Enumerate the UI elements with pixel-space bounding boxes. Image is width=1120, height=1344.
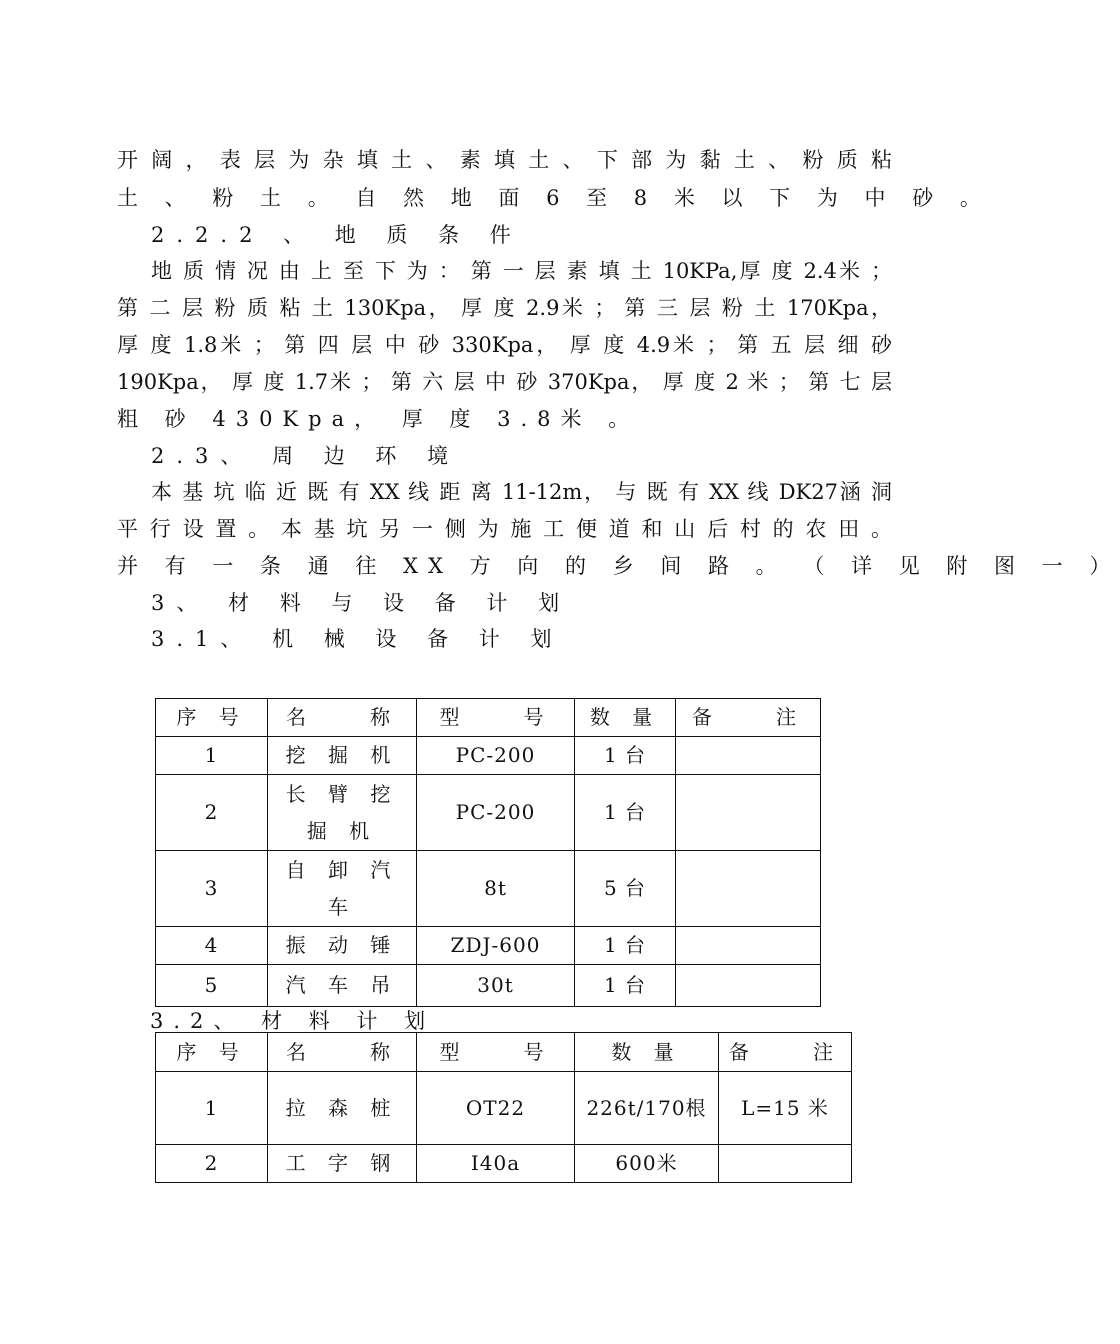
table-cell: 8t: [417, 851, 575, 927]
table-cell: 1 台: [575, 965, 676, 1007]
table-cell: [676, 965, 821, 1007]
header-cell: 序 号: [156, 699, 268, 737]
table-cell: 长 臂 挖 掘 机: [268, 775, 417, 851]
table-row: [156, 737, 821, 775]
paragraph-line: 第 二 层 粉 质 粘 土 130Kpa， 厚 度 2.9米 ； 第 三 层 粉 土 170Kpa，: [117, 296, 892, 320]
table-cell: 振 动 锤: [268, 927, 417, 965]
table-cell: 226t/170根: [575, 1072, 719, 1145]
table-cell: 4: [156, 927, 268, 965]
table-cell: L=15 米: [719, 1072, 852, 1145]
table-cell: 1: [156, 1072, 268, 1145]
table-cell: 30t: [417, 965, 575, 1007]
material-table: [155, 1032, 852, 1183]
paragraph-line: 地 质 情 况 由 上 至 下 为 ： 第 一 层 素 填 土 10KPa,厚 度 2.4米 ；: [151, 259, 892, 283]
table-header-row: [156, 1033, 852, 1072]
paragraph-line: 开 阔 ， 表 层 为 杂 填 土 、 素 填 土 、 下 部 为 黏 土 、 粉 质 粘: [117, 148, 892, 172]
table-cell: 3: [156, 851, 268, 927]
table-header-row: [156, 699, 821, 737]
table-row: [156, 927, 821, 965]
header-cell: 型 号: [417, 699, 575, 737]
header-cell: 型 号: [417, 1033, 575, 1072]
section-heading-3-2: 3.2、 材 料 计 划: [150, 1009, 436, 1033]
paragraph-line: 平 行 设 置 。 本 基 坑 另 一 侧 为 施 工 便 道 和 山 后 村 的 农 田 。: [117, 517, 892, 541]
table-cell: 挖 掘 机: [268, 737, 417, 775]
table-cell: OT22: [417, 1072, 575, 1145]
table-cell: 1 台: [575, 775, 676, 851]
table-cell: 1 台: [575, 927, 676, 965]
table-cell: PC-200: [417, 775, 575, 851]
table-cell: [676, 775, 821, 851]
header-cell: 备 注: [719, 1033, 852, 1072]
table-cell: [676, 851, 821, 927]
section-heading-2-2-2: 2.2.2 、 地 质 条 件: [151, 223, 523, 247]
header-cell: 数 量: [575, 1033, 719, 1072]
table-cell: 拉 森 桩: [268, 1072, 417, 1145]
section-heading-3-1: 3.1、 机 械 设 备 计 划: [151, 627, 564, 651]
table-cell: ZDJ-600: [417, 927, 575, 965]
table-cell: [676, 927, 821, 965]
paragraph-line: 190Kpa， 厚 度 1.7米 ； 第 六 层 中 砂 370Kpa， 厚 度 2 米 ； 第 七 层: [117, 370, 892, 394]
table-cell: 1 台: [575, 737, 676, 775]
header-cell: 序 号: [156, 1033, 268, 1072]
paragraph-line: 土 、 粉 土 。 自 然 地 面 6 至 8 米 以 下 为 中 砂 。: [117, 186, 991, 210]
header-cell: 名 称: [268, 1033, 417, 1072]
table-row: [156, 1145, 852, 1183]
table-cell: I40a: [417, 1145, 575, 1183]
table-row: [156, 851, 821, 927]
table-cell: PC-200: [417, 737, 575, 775]
section-heading-3: 3、 材 料 与 设 备 计 划: [151, 591, 572, 615]
table-cell: 自 卸 汽 车: [268, 851, 417, 927]
table-cell: 2: [156, 1145, 268, 1183]
table-cell: 5: [156, 965, 268, 1007]
table-row: [156, 775, 821, 851]
table-row: [156, 965, 821, 1007]
table-row: [156, 1072, 852, 1145]
header-cell: 备 注: [676, 699, 821, 737]
table-cell: [676, 737, 821, 775]
equipment-table: [155, 698, 821, 1007]
table-cell: 600米: [575, 1145, 719, 1183]
table-cell: 5 台: [575, 851, 676, 927]
paragraph-line: 并 有 一 条 通 往 XX 方 向 的 乡 间 路 。 （ 详 见 附 图 一 ）: [117, 554, 1120, 578]
paragraph-line: 本 基 坑 临 近 既 有 XX 线 距 离 11-12m， 与 既 有 XX 线 DK27涵 洞: [151, 480, 892, 504]
paragraph-line: 粗 砂 430Kpa， 厚 度 3.8米 。: [117, 407, 640, 431]
header-cell: 数 量: [575, 699, 676, 737]
table-cell: 汽 车 吊: [268, 965, 417, 1007]
header-cell: 名 称: [268, 699, 417, 737]
table-cell: 2: [156, 775, 268, 851]
section-heading-2-3: 2.3、 周 边 环 境: [151, 444, 461, 468]
paragraph-line: 厚 度 1.8米 ； 第 四 层 中 砂 330Kpa， 厚 度 4.9米 ； 第 五 层 细 砂: [117, 333, 892, 357]
table-cell: 1: [156, 737, 268, 775]
table-cell: 工 字 钢: [268, 1145, 417, 1183]
table-cell: [719, 1145, 852, 1183]
